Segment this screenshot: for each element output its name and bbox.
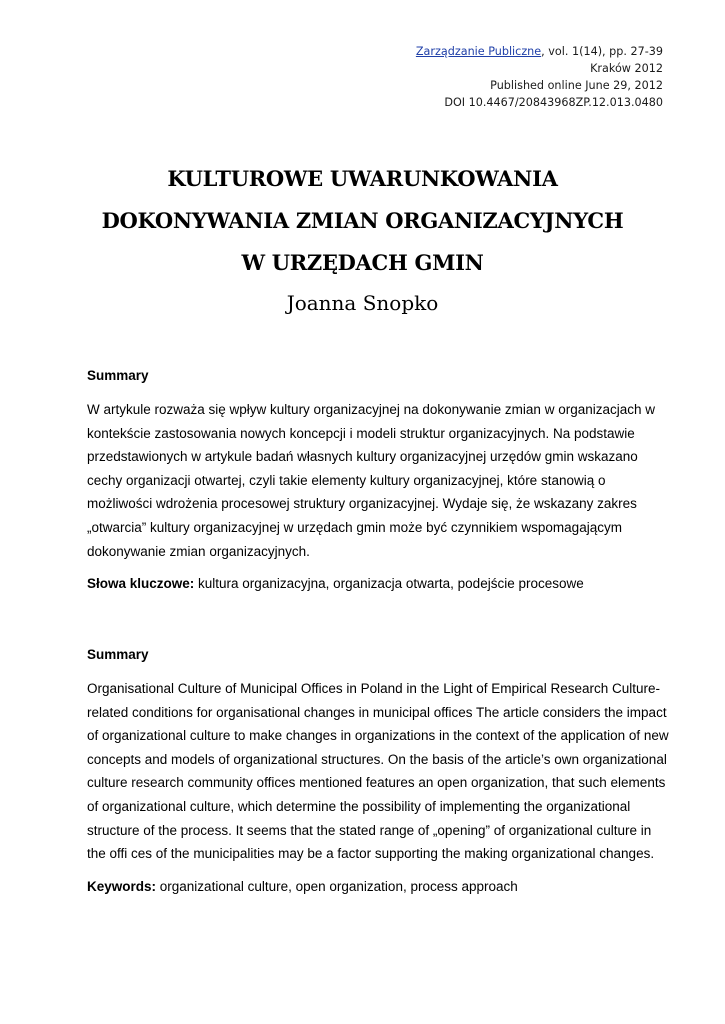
text-line: dokonywanie zmian organizacyjnych. (87, 543, 310, 559)
title-line: DOKONYWANIA ZMIAN ORGANIZACYJNYCH (101, 208, 624, 233)
text-line: możliwości wdrożenia procesowej struktury organizacyjnej. Wydaje się, że wskazany zakres (87, 496, 637, 512)
text-line: W artykule rozważa się wpływ kultury organizacyjnej na dokonywanie zmian w organizacjach w (87, 402, 655, 417)
text-line: related conditions for organisational changes in municipal offices The article considers the impact (87, 704, 667, 720)
summary-text-en (87, 677, 667, 866)
text-line: structure of the process. It seems that the stated range of „opening” of organizational culture in (87, 822, 652, 838)
summary-heading-en: Summary (87, 647, 149, 662)
place-year: Kraków 2012 (590, 62, 663, 75)
journal-volume: , vol. 1(14), pp. 27-39 (541, 45, 663, 58)
text-line: cechy organizacji otwartej, czyli takie elementy kultury organizacyjnej, które stanowią o (87, 472, 606, 488)
keywords-value: kultura organizacyjna, organizacja otwarta, podejście procesowe (194, 576, 584, 591)
summary-heading-pl: Summary (87, 368, 149, 383)
publication-info (416, 43, 663, 111)
text-line: the offi ces of the municipalities may be a factor supporting the making organizational changes. (87, 846, 655, 862)
keywords-label: Słowa kluczowe: (87, 576, 195, 591)
journal-citation (416, 43, 663, 60)
keywords-value: organizational culture, open organization, process approach (156, 879, 518, 894)
text-line: kontekście zastosowania nowych koncepcji i modeli struktur organizacyjnych. Na podstawie (87, 425, 635, 441)
keywords-pl (87, 575, 667, 593)
title-line: W URZĘDACH GMIN (241, 250, 484, 275)
keywords-en (87, 878, 667, 896)
text-line: przedstawionych w artykule badań własnych kultury organizacyjnej urzędów gmin wskazano (87, 449, 638, 465)
author-name: Joanna Snopko (286, 291, 439, 315)
article-title (0, 158, 725, 284)
journal-link[interactable]: Zarządzanie Publiczne (415, 45, 542, 58)
text-line: concepts and models of organizational structures. On the basis of the article’s own organizational (87, 751, 667, 767)
doi: DOI 10.4467/20843968ZP.12.013.0480 (444, 96, 663, 109)
text-line: of organizational culture, which determine the possibility of implementing the organizational (87, 798, 631, 814)
summary-text-pl (87, 398, 667, 563)
text-line: „otwarcia” kultury organizacyjnej w urzędach gmin może być czynnikiem wspomagającym (87, 519, 622, 535)
keywords-label: Keywords: (87, 879, 157, 894)
text-line: culture research community offices mentioned features an open organization, that such elements (87, 775, 666, 791)
text-line: of organizational culture to make changes in organizations in the context of the application of new (87, 728, 669, 744)
text-line: Organisational Culture of Municipal Offices in Poland in the Light of Empirical Research Culture- (87, 681, 661, 696)
published-date: Published online June 29, 2012 (490, 79, 663, 92)
title-line: KULTUROWE UWARUNKOWANIA (167, 166, 558, 191)
